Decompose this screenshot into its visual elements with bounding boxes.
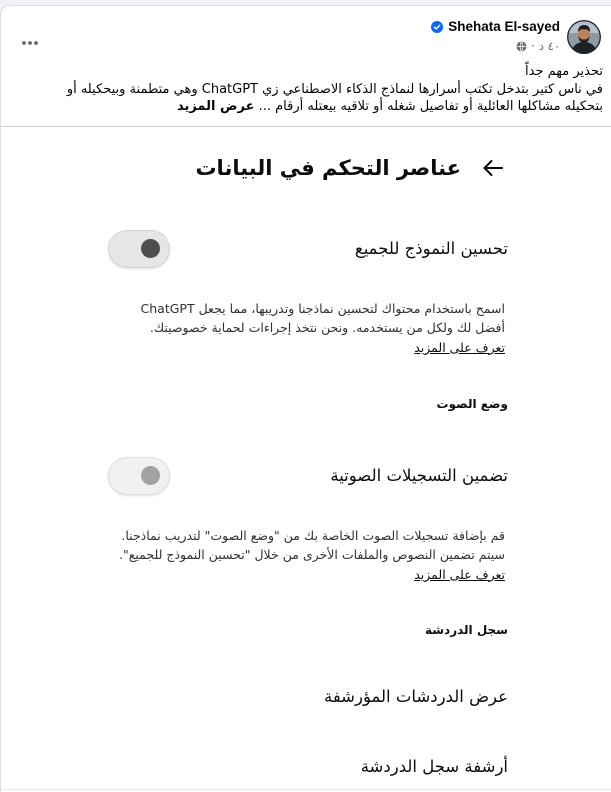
toggle-knob (141, 239, 160, 258)
improve-model-description (108, 299, 505, 358)
attached-image[interactable] (1, 126, 611, 792)
learn-more-link[interactable]: تعرف على المزيد (414, 566, 505, 582)
improve-model-description-text: اسمح باستخدام محتواك لتحسين نماذجنا وتدريبها، مما يجعل ChatGPT أفضل لك ولكل من يستخدمه. ونحن نتخذ إجراءات لحماية خصوصيتك. (140, 300, 505, 335)
improve-model-toggle[interactable] (108, 230, 170, 268)
toggle-knob (141, 466, 160, 485)
section-voice-mode: وضع الصوت (436, 396, 508, 411)
post-headline: تحذير مهم جداً (525, 64, 603, 79)
section-chat-history: سجل الدردشة (424, 622, 508, 637)
settings-header (195, 151, 505, 185)
author-avatar[interactable] (567, 20, 601, 54)
post-time[interactable]: ٤٠ د (538, 39, 560, 53)
see-more-link[interactable]: عرض المزيد (176, 99, 255, 114)
author-line (431, 18, 560, 36)
globe-icon[interactable] (516, 41, 527, 52)
voice-recordings-description (108, 526, 505, 585)
voice-recordings-row (108, 457, 508, 495)
post-card (0, 5, 611, 792)
archive-chat-history-item[interactable]: أرشفة سجل الدردشة (360, 756, 508, 776)
post-body-text: في ناس كتير بتدخل تكتب أسرارها لنماذج الذكاء الاصطناعي زي ChatGPT وهي متطمنة وبيحكيله أو بتحكيله مشاكلها العائلية أو تفاصيل شغله أو تلاقيه بيعتله أرقام ... (66, 81, 603, 114)
verified-badge-icon (431, 21, 443, 33)
post-meta (516, 39, 560, 53)
improve-model-row (108, 230, 508, 268)
learn-more-link[interactable]: تعرف على المزيد (414, 339, 505, 355)
voice-recordings-label: تضمين التسجيلات الصوتية (330, 465, 508, 485)
meta-separator: · (531, 39, 535, 53)
page-title: عناصر التحكم في البيانات (195, 155, 461, 180)
post-body (26, 81, 603, 116)
view-archived-chats-item[interactable]: عرض الدردشات المؤرشفة (323, 686, 508, 706)
improve-model-label: تحسين النموذج للجميع (354, 238, 508, 258)
arrow-left-icon[interactable] (481, 156, 505, 180)
voice-recordings-description-text: قم بإضافة تسجيلات الصوت الخاصة بك من "وضع الصوت" لتدريب نماذجنا. سيتم تضمين النصوص والملفات الأخرى من خلال "تحسين النموذج للجميع". (119, 527, 505, 562)
voice-recordings-toggle[interactable] (108, 457, 170, 495)
image-bottom-divider (1, 789, 611, 790)
author-name[interactable]: Shehata El-sayed (448, 19, 560, 34)
more-options-icon[interactable] (21, 32, 39, 40)
